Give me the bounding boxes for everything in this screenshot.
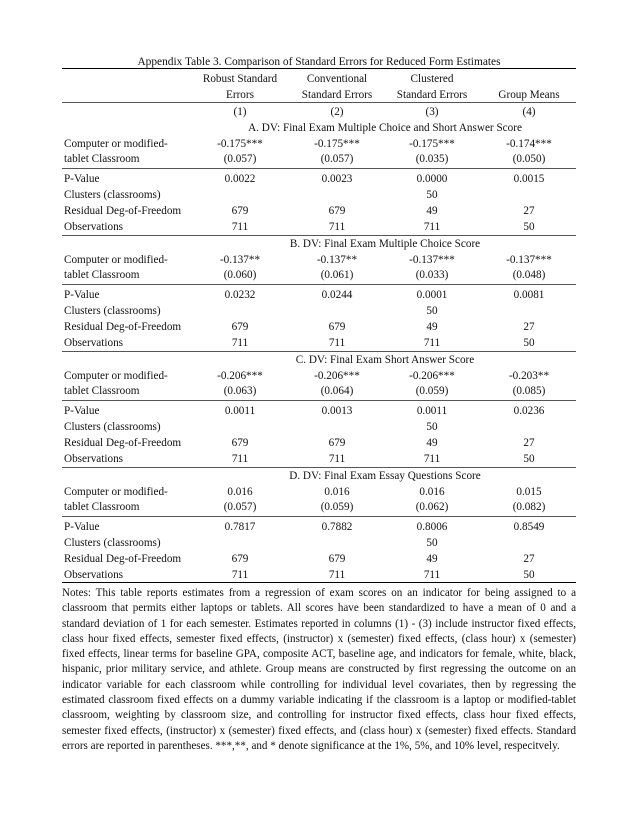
- coefficient-cell: -0.175***: [217, 138, 263, 150]
- pvalue-cell: 0.0023: [321, 173, 353, 185]
- residual-df-cell: 49: [426, 321, 438, 333]
- row-label-clusters: Clusters (classrooms): [64, 421, 161, 433]
- coefficient-cell: 0.015: [516, 486, 542, 498]
- observations-cell: 711: [231, 569, 249, 581]
- standard-error-cell: (0.082): [512, 501, 546, 513]
- table-notes: Notes: This table reports estimates from a regression of exam scores on an indicator for being assigned to a classroom that permits either laptops or tablets. All scores have been standardized to have a mean of 0 and a standard deviation of 1 for each semester. Estimates reported in columns (1) - (3) include instructor fixed effects, class hour fixed effects, semester fixed effects, (instructor) x (semester) fixed effects, (class hour) x (semester) fixed effects, linear terms for baseline GPA, composite ACT, baseline age, and indicators for female, white, black, hispanic, prior military service, and athlete. Group means are constructed by first regressing the outcome on an indicator variable for each classroom while controlling for individual level covariates, then by regressing the estimated classroom fixed effects on a dummy variable indicating if the classroom is a laptop or modified-tablet classroom, weighting by classroom size, and controlling for instructor fixed effects, class hour fixed effects, semester fixed effects, (instructor) x (semester) fixed effects, and (class hour) x (semester) fixed effects. Standard errors are reported in parentheses. ***,**, and * denote significance at the 1%, 5%, and 10% level, respecitvely.: [62, 587, 576, 752]
- standard-error-cell: (0.064): [320, 385, 354, 397]
- column-header-line1: Clustered: [410, 73, 454, 85]
- pvalue-cell: 0.7882: [321, 521, 353, 533]
- clusters-cell: 50: [426, 305, 438, 317]
- panel-title: C. DV: Final Exam Short Answer Score: [295, 354, 475, 366]
- coefficient-cell: -0.174***: [506, 138, 552, 150]
- standard-error-cell: (0.060): [223, 269, 257, 281]
- panel-divider-rule: [62, 284, 576, 285]
- observations-cell: 711: [328, 569, 346, 581]
- standard-error-cell: (0.061): [320, 269, 354, 281]
- standard-error-cell: (0.059): [415, 385, 449, 397]
- standard-error-cell: (0.057): [223, 501, 257, 513]
- coefficient-cell: 0.016: [419, 486, 445, 498]
- row-label-clusters: Clusters (classrooms): [64, 537, 161, 549]
- panel-separator-rule: [62, 235, 576, 236]
- coefficient-cell: 0.016: [324, 486, 350, 498]
- standard-error-cell: (0.033): [415, 269, 449, 281]
- residual-df-cell: 27: [523, 553, 535, 565]
- residual-df-cell: 679: [231, 437, 249, 449]
- column-header-line2: Errors: [226, 89, 254, 101]
- row-label-treatment-2: tablet Classroom: [64, 269, 140, 281]
- pvalue-cell: 0.0022: [224, 173, 256, 185]
- row-label-clusters: Clusters (classrooms): [64, 305, 161, 317]
- standard-error-cell: (0.057): [223, 153, 257, 165]
- coefficient-cell: -0.137***: [506, 254, 552, 266]
- pvalue-cell: 0.0015: [513, 173, 545, 185]
- column-number: (1): [233, 106, 247, 118]
- residual-df-cell: 679: [231, 553, 249, 565]
- column-number: (4): [522, 106, 536, 118]
- observations-cell: 711: [231, 453, 249, 465]
- column-header-line1: Conventional: [306, 73, 368, 85]
- observations-cell: 711: [231, 337, 249, 349]
- pvalue-cell: 0.8549: [513, 521, 545, 533]
- clusters-cell: 50: [426, 421, 438, 433]
- row-label-treatment: Computer or modified-: [64, 486, 168, 498]
- residual-df-cell: 27: [523, 437, 535, 449]
- residual-df-cell: 49: [426, 205, 438, 217]
- panel-title: A. DV: Final Exam Multiple Choice and Short Answer Score: [248, 122, 522, 134]
- coefficient-cell: -0.206***: [409, 370, 455, 382]
- coefficient-cell: -0.175***: [409, 138, 455, 150]
- panel-separator-rule: [62, 467, 576, 468]
- pvalue-cell: 0.0000: [416, 173, 448, 185]
- standard-error-cell: (0.062): [415, 501, 449, 513]
- row-label-pvalue: P-Value: [64, 173, 100, 185]
- residual-df-cell: 679: [231, 321, 249, 333]
- row-label-residual-df: Residual Deg-of-Freedom: [64, 321, 182, 333]
- coefficient-cell: -0.137**: [219, 254, 261, 266]
- standard-error-cell: (0.050): [512, 153, 546, 165]
- table-title: Appendix Table 3. Comparison of Standard Errors for Reduced Form Estimates: [137, 56, 501, 68]
- pvalue-cell: 0.8006: [416, 521, 448, 533]
- row-label-residual-df: Residual Deg-of-Freedom: [64, 437, 182, 449]
- row-label-observations: Observations: [64, 569, 124, 581]
- row-label-observations: Observations: [64, 221, 124, 233]
- residual-df-cell: 27: [523, 205, 535, 217]
- coefficient-cell: -0.203**: [508, 370, 550, 382]
- row-label-treatment: Computer or modified-: [64, 254, 168, 266]
- standard-error-cell: (0.048): [512, 269, 546, 281]
- pvalue-cell: 0.7817: [224, 521, 256, 533]
- column-header-line2: Standard Errors: [396, 89, 468, 101]
- coefficient-cell: -0.206***: [217, 370, 263, 382]
- observations-cell: 711: [328, 221, 346, 233]
- observations-cell: 50: [523, 337, 535, 349]
- row-label-residual-df: Residual Deg-of-Freedom: [64, 553, 182, 565]
- row-label-pvalue: P-Value: [64, 521, 100, 533]
- observations-cell: 711: [423, 337, 441, 349]
- pvalue-cell: 0.0232: [224, 289, 256, 301]
- panel-title: D. DV: Final Exam Essay Questions Score: [289, 470, 481, 482]
- standard-error-cell: (0.059): [320, 501, 354, 513]
- column-header-line2: Standard Errors: [301, 89, 373, 101]
- pvalue-cell: 0.0236: [513, 405, 545, 417]
- residual-df-cell: 679: [328, 321, 346, 333]
- panel-divider-rule: [62, 516, 576, 517]
- column-header-line2: Group Means: [498, 89, 560, 101]
- residual-df-cell: 27: [523, 321, 535, 333]
- observations-cell: 711: [423, 221, 441, 233]
- residual-df-cell: 679: [328, 205, 346, 217]
- row-label-observations: Observations: [64, 337, 124, 349]
- residual-df-cell: 49: [426, 437, 438, 449]
- standard-error-cell: (0.057): [320, 153, 354, 165]
- panel-divider-rule: [62, 168, 576, 169]
- residual-df-cell: 679: [231, 205, 249, 217]
- clusters-cell: 50: [426, 189, 438, 201]
- panel-title: B. DV: Final Exam Multiple Choice Score: [289, 238, 481, 250]
- pvalue-cell: 0.0001: [416, 289, 448, 301]
- observations-cell: 50: [523, 221, 535, 233]
- observations-cell: 711: [328, 337, 346, 349]
- standard-error-cell: (0.035): [415, 153, 449, 165]
- row-label-treatment-2: tablet Classroom: [64, 385, 140, 397]
- pvalue-cell: 0.0013: [321, 405, 353, 417]
- row-label-observations: Observations: [64, 453, 124, 465]
- residual-df-cell: 49: [426, 553, 438, 565]
- table-bottom-rule: [62, 582, 576, 583]
- row-label-pvalue: P-Value: [64, 405, 100, 417]
- row-label-treatment: Computer or modified-: [64, 138, 168, 150]
- coefficient-cell: -0.175***: [314, 138, 360, 150]
- panel-divider-rule: [62, 400, 576, 401]
- column-number: (3): [425, 106, 439, 118]
- row-label-treatment-2: tablet Classroom: [64, 501, 140, 513]
- observations-cell: 711: [231, 221, 249, 233]
- coefficient-cell: -0.206***: [314, 370, 360, 382]
- observations-cell: 50: [523, 453, 535, 465]
- residual-df-cell: 679: [328, 437, 346, 449]
- panel-separator-rule: [62, 351, 576, 352]
- observations-cell: 50: [523, 569, 535, 581]
- row-label-clusters: Clusters (classrooms): [64, 189, 161, 201]
- coefficient-cell: -0.137**: [316, 254, 358, 266]
- row-label-treatment: Computer or modified-: [64, 370, 168, 382]
- coefficient-cell: 0.016: [227, 486, 253, 498]
- standard-error-cell: (0.085): [512, 385, 546, 397]
- row-label-pvalue: P-Value: [64, 289, 100, 301]
- row-label-treatment-2: tablet Classroom: [64, 153, 140, 165]
- residual-df-cell: 679: [328, 553, 346, 565]
- coefficient-cell: -0.137***: [409, 254, 455, 266]
- header-top-rule: [62, 68, 576, 69]
- header-divider-rule: [62, 102, 576, 103]
- standard-error-cell: (0.063): [223, 385, 257, 397]
- pvalue-cell: 0.0244: [321, 289, 353, 301]
- clusters-cell: 50: [426, 537, 438, 549]
- observations-cell: 711: [423, 453, 441, 465]
- pvalue-cell: 0.0081: [513, 289, 545, 301]
- observations-cell: 711: [328, 453, 346, 465]
- column-number: (2): [330, 106, 344, 118]
- pvalue-cell: 0.0011: [224, 405, 256, 417]
- observations-cell: 711: [423, 569, 441, 581]
- pvalue-cell: 0.0011: [416, 405, 448, 417]
- column-header-line1: Robust Standard: [202, 73, 278, 85]
- row-label-residual-df: Residual Deg-of-Freedom: [64, 205, 182, 217]
